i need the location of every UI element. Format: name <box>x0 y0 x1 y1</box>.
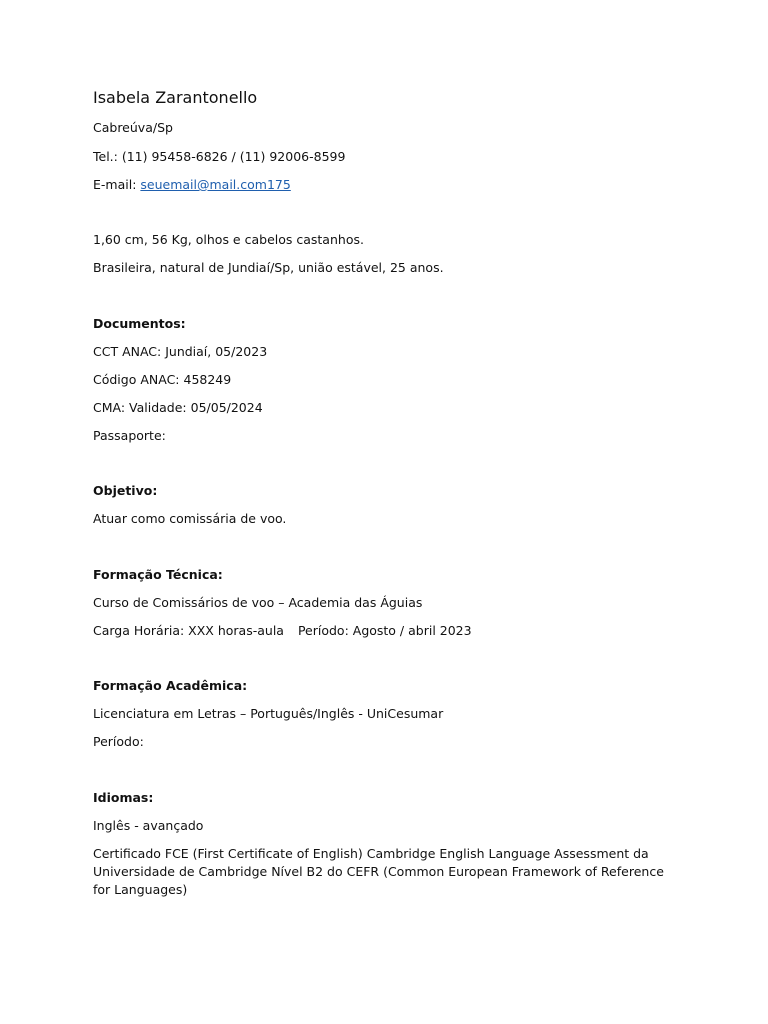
candidate-name: Isabela Zarantonello <box>93 88 258 107</box>
email-line <box>93 177 291 193</box>
academic-period: Período: <box>93 734 144 749</box>
academic-degree: Licenciatura em Letras – Português/Inglês - UniCesumar <box>93 706 444 721</box>
technical-hours: Carga Horária: XXX horas-aula <box>93 623 284 638</box>
objective-text: Atuar como comissária de voo. <box>93 511 287 526</box>
language-certificate: Certificado FCE (First Certificate of English) Cambridge English Language Assessment da Universidade de Cambridge Nível B2 do CEFR (Common European Framework of Reference for Languages) <box>93 846 664 897</box>
technical-hours-period <box>93 623 472 639</box>
passport: Passaporte: <box>93 428 166 443</box>
email-link[interactable]: seuemail@mail.com175 <box>140 177 291 192</box>
cma-validity: CMA: Validade: 05/05/2024 <box>93 400 263 415</box>
phone: Tel.: (11) 95458-6826 / (11) 92006-8599 <box>93 149 346 164</box>
technical-period: Período: Agosto / abril 2023 <box>297 623 472 638</box>
academic-heading: Formação Acadêmica: <box>93 678 248 693</box>
technical-course: Curso de Comissários de voo – Academia das Águias <box>93 595 423 610</box>
anac-code: Código ANAC: 458249 <box>93 372 232 387</box>
objective-heading: Objetivo: <box>93 483 158 498</box>
city: Cabreúva/Sp <box>93 120 173 135</box>
languages-heading: Idiomas: <box>93 790 154 805</box>
technical-heading: Formação Técnica: <box>93 567 223 582</box>
cct-anac: CCT ANAC: Jundiaí, 05/2023 <box>93 344 268 359</box>
language-level: Inglês - avançado <box>93 818 204 833</box>
email-label: E-mail: <box>93 177 141 192</box>
documents-heading: Documentos: <box>93 316 186 331</box>
physical-description: 1,60 cm, 56 Kg, olhos e cabelos castanhos. <box>93 232 364 247</box>
personal-details: Brasileira, natural de Jundiaí/Sp, união estável, 25 anos. <box>93 260 444 275</box>
